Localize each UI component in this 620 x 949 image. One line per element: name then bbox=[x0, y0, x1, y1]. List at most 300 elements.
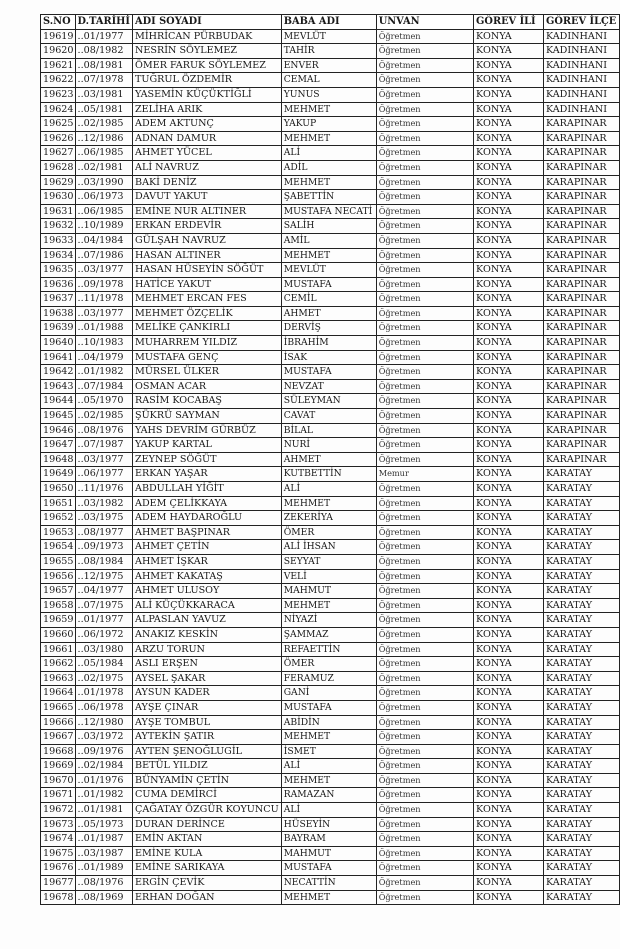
cell-province: KONYA bbox=[474, 190, 544, 205]
cell-sno: 19649 bbox=[41, 467, 76, 482]
cell-date: ..07/1984 bbox=[75, 379, 132, 394]
cell-date: ..07/1986 bbox=[75, 248, 132, 263]
cell-date: ..01/1982 bbox=[75, 365, 132, 380]
table-row bbox=[41, 686, 620, 701]
cell-title: Öğretmen bbox=[376, 394, 473, 409]
table-row bbox=[41, 584, 620, 599]
cell-name: MELİKE ÇANKIRLI bbox=[133, 321, 282, 336]
cell-district: KARAPINAR bbox=[543, 394, 619, 409]
cell-title: Öğretmen bbox=[376, 715, 473, 730]
cell-province: KONYA bbox=[474, 642, 544, 657]
cell-district: KARAPINAR bbox=[543, 379, 619, 394]
cell-title: Öğretmen bbox=[376, 803, 473, 818]
table-row bbox=[41, 44, 620, 59]
cell-name: CUMA DEMİRCİ bbox=[133, 788, 282, 803]
cell-province: KONYA bbox=[474, 788, 544, 803]
cell-province: KONYA bbox=[474, 803, 544, 818]
cell-sno: 19653 bbox=[41, 525, 76, 540]
cell-title: Öğretmen bbox=[376, 496, 473, 511]
cell-date: ..06/1973 bbox=[75, 190, 132, 205]
cell-title: Öğretmen bbox=[376, 409, 473, 424]
cell-father-name: FERAMUZ bbox=[281, 671, 376, 686]
cell-district: KARATAY bbox=[543, 511, 619, 526]
cell-title: Öğretmen bbox=[376, 321, 473, 336]
cell-district: KARAPINAR bbox=[543, 175, 619, 190]
cell-date: ..03/1981 bbox=[75, 87, 132, 102]
cell-sno: 19678 bbox=[41, 890, 76, 905]
table-row bbox=[41, 788, 620, 803]
cell-name: AHMET ÇETİN bbox=[133, 540, 282, 555]
cell-province: KONYA bbox=[474, 452, 544, 467]
cell-father-name: CAVAT bbox=[281, 409, 376, 424]
cell-father-name: ADİL bbox=[281, 160, 376, 175]
cell-father-name: GANİ bbox=[281, 686, 376, 701]
cell-province: KONYA bbox=[474, 613, 544, 628]
cell-district: KARATAY bbox=[543, 627, 619, 642]
cell-date: ..03/1977 bbox=[75, 306, 132, 321]
cell-title: Öğretmen bbox=[376, 102, 473, 117]
cell-title: Öğretmen bbox=[376, 671, 473, 686]
cell-district: KARATAY bbox=[543, 861, 619, 876]
cell-date: ..07/1987 bbox=[75, 438, 132, 453]
cell-title: Öğretmen bbox=[376, 700, 473, 715]
cell-name: AYTEKİN ŞATIR bbox=[133, 730, 282, 745]
cell-district: KARATAY bbox=[543, 700, 619, 715]
cell-district: KARAPINAR bbox=[543, 219, 619, 234]
cell-title: Öğretmen bbox=[376, 73, 473, 88]
cell-district: KARATAY bbox=[543, 803, 619, 818]
cell-father-name: SALİH bbox=[281, 219, 376, 234]
cell-title: Öğretmen bbox=[376, 131, 473, 146]
cell-province: KONYA bbox=[474, 584, 544, 599]
cell-date: ..07/1975 bbox=[75, 598, 132, 613]
cell-name: EMİN AKTAN bbox=[133, 832, 282, 847]
cell-district: KARAPINAR bbox=[543, 438, 619, 453]
cell-father-name: SEYYAT bbox=[281, 554, 376, 569]
table-row bbox=[41, 832, 620, 847]
cell-father-name: MEHMET bbox=[281, 496, 376, 511]
cell-date: ..06/1972 bbox=[75, 627, 132, 642]
table-row bbox=[41, 131, 620, 146]
cell-title: Öğretmen bbox=[376, 379, 473, 394]
cell-name: ADEM HAYDAROĞLU bbox=[133, 511, 282, 526]
cell-sno: 19646 bbox=[41, 423, 76, 438]
cell-district: KARATAY bbox=[543, 817, 619, 832]
table-row bbox=[41, 336, 620, 351]
table-row bbox=[41, 29, 620, 44]
cell-sno: 19658 bbox=[41, 598, 76, 613]
cell-name: ALPASLAN YAVUZ bbox=[133, 613, 282, 628]
table-row bbox=[41, 321, 620, 336]
cell-date: ..08/1982 bbox=[75, 44, 132, 59]
cell-sno: 19642 bbox=[41, 365, 76, 380]
table-row bbox=[41, 423, 620, 438]
table-row bbox=[41, 277, 620, 292]
cell-father-name: İBRAHİM bbox=[281, 336, 376, 351]
cell-province: KONYA bbox=[474, 730, 544, 745]
cell-father-name: SÜLEYMAN bbox=[281, 394, 376, 409]
table-row bbox=[41, 233, 620, 248]
cell-province: KONYA bbox=[474, 467, 544, 482]
cell-name: RASİM KOCABAŞ bbox=[133, 394, 282, 409]
cell-name: ŞÜKRÜ SAYMAN bbox=[133, 409, 282, 424]
cell-province: KONYA bbox=[474, 292, 544, 307]
cell-father-name: MEHMET bbox=[281, 773, 376, 788]
cell-sno: 19635 bbox=[41, 263, 76, 278]
cell-date: ..11/1978 bbox=[75, 292, 132, 307]
table-row bbox=[41, 861, 620, 876]
table-row bbox=[41, 700, 620, 715]
cell-date: ..06/1978 bbox=[75, 700, 132, 715]
cell-father-name: AHMET bbox=[281, 306, 376, 321]
cell-province: KONYA bbox=[474, 671, 544, 686]
cell-title: Öğretmen bbox=[376, 832, 473, 847]
cell-father-name: ÖMER bbox=[281, 657, 376, 672]
cell-sno: 19655 bbox=[41, 554, 76, 569]
cell-father-name: NEVZAT bbox=[281, 379, 376, 394]
cell-district: KARATAY bbox=[543, 598, 619, 613]
cell-name: YASEMİN KÜÇÜKTİĞLİ bbox=[133, 87, 282, 102]
header-sno: S.NO bbox=[41, 15, 76, 30]
cell-district: KARAPINAR bbox=[543, 350, 619, 365]
cell-name: ZEYNEP SÖĞÜT bbox=[133, 452, 282, 467]
cell-name: DAVUT YAKUT bbox=[133, 190, 282, 205]
cell-name: ERHAN DOĞAN bbox=[133, 890, 282, 905]
cell-date: ..12/1986 bbox=[75, 131, 132, 146]
cell-province: KONYA bbox=[474, 554, 544, 569]
cell-title: Öğretmen bbox=[376, 613, 473, 628]
cell-title: Öğretmen bbox=[376, 554, 473, 569]
cell-province: KONYA bbox=[474, 817, 544, 832]
cell-date: ..03/1990 bbox=[75, 175, 132, 190]
cell-date: ..08/1969 bbox=[75, 890, 132, 905]
cell-sno: 19645 bbox=[41, 409, 76, 424]
cell-father-name: MEHMET bbox=[281, 890, 376, 905]
cell-father-name: MEHMET bbox=[281, 598, 376, 613]
cell-date: ..12/1975 bbox=[75, 569, 132, 584]
cell-name: YAKUP KARTAL bbox=[133, 438, 282, 453]
cell-name: ÇAĞATAY ÖZGÜR KOYUNCU bbox=[133, 803, 282, 818]
cell-title: Öğretmen bbox=[376, 146, 473, 161]
cell-sno: 19648 bbox=[41, 452, 76, 467]
cell-district: KADINHANI bbox=[543, 102, 619, 117]
table-row bbox=[41, 438, 620, 453]
header-father-name: BABA ADI bbox=[281, 15, 376, 30]
cell-name: ERGİN ÇEVİK bbox=[133, 876, 282, 891]
cell-title: Öğretmen bbox=[376, 657, 473, 672]
cell-sno: 19633 bbox=[41, 233, 76, 248]
cell-father-name: MEVLÜT bbox=[281, 29, 376, 44]
table-row bbox=[41, 350, 620, 365]
table-row bbox=[41, 175, 620, 190]
cell-district: KARATAY bbox=[543, 569, 619, 584]
cell-sno: 19643 bbox=[41, 379, 76, 394]
cell-province: KONYA bbox=[474, 131, 544, 146]
cell-father-name: ENVER bbox=[281, 58, 376, 73]
cell-province: KONYA bbox=[474, 306, 544, 321]
cell-district: KARAPINAR bbox=[543, 321, 619, 336]
cell-father-name: BİLAL bbox=[281, 423, 376, 438]
cell-title: Öğretmen bbox=[376, 730, 473, 745]
table-row bbox=[41, 817, 620, 832]
table-body bbox=[41, 29, 620, 905]
cell-province: KONYA bbox=[474, 58, 544, 73]
cell-province: KONYA bbox=[474, 686, 544, 701]
personnel-table bbox=[40, 14, 620, 905]
cell-father-name: REFAETTİN bbox=[281, 642, 376, 657]
cell-date: ..01/1989 bbox=[75, 861, 132, 876]
cell-sno: 19668 bbox=[41, 744, 76, 759]
cell-date: ..01/1988 bbox=[75, 321, 132, 336]
cell-sno: 19625 bbox=[41, 117, 76, 132]
cell-district: KARAPINAR bbox=[543, 248, 619, 263]
cell-title: Öğretmen bbox=[376, 598, 473, 613]
cell-province: KONYA bbox=[474, 73, 544, 88]
cell-name: ALİ KÜÇÜKKARACA bbox=[133, 598, 282, 613]
cell-name: ERKAN YAŞAR bbox=[133, 467, 282, 482]
cell-date: ..04/1977 bbox=[75, 584, 132, 599]
cell-date: ..01/1977 bbox=[75, 29, 132, 44]
table-row bbox=[41, 846, 620, 861]
cell-name: ÖMER FARUK SÖYLEMEZ bbox=[133, 58, 282, 73]
cell-province: KONYA bbox=[474, 248, 544, 263]
cell-name: TUĞRUL ÖZDEMİR bbox=[133, 73, 282, 88]
cell-date: ..08/1976 bbox=[75, 876, 132, 891]
header-title: UNVAN bbox=[376, 15, 473, 30]
cell-district: KARATAY bbox=[543, 671, 619, 686]
cell-father-name: ŞABETTİN bbox=[281, 190, 376, 205]
cell-name: AYŞE TOMBUL bbox=[133, 715, 282, 730]
cell-name: NESRİN SÖYLEMEZ bbox=[133, 44, 282, 59]
cell-date: ..06/1977 bbox=[75, 467, 132, 482]
cell-name: AYTEN ŞENOĞLUGİL bbox=[133, 744, 282, 759]
cell-district: KARAPINAR bbox=[543, 277, 619, 292]
cell-date: ..03/1977 bbox=[75, 452, 132, 467]
cell-name: AHMET KAKATAŞ bbox=[133, 569, 282, 584]
cell-name: MEHMET ÖZÇELİK bbox=[133, 306, 282, 321]
table-row bbox=[41, 540, 620, 555]
cell-sno: 19629 bbox=[41, 175, 76, 190]
table-row bbox=[41, 554, 620, 569]
cell-province: KONYA bbox=[474, 321, 544, 336]
cell-father-name: ALİ bbox=[281, 803, 376, 818]
cell-sno: 19673 bbox=[41, 817, 76, 832]
table-row bbox=[41, 730, 620, 745]
cell-date: ..03/1987 bbox=[75, 846, 132, 861]
cell-district: KARAPINAR bbox=[543, 131, 619, 146]
cell-date: ..01/1976 bbox=[75, 773, 132, 788]
table-row bbox=[41, 190, 620, 205]
cell-province: KONYA bbox=[474, 117, 544, 132]
cell-name: HATİCE YAKUT bbox=[133, 277, 282, 292]
table-row bbox=[41, 744, 620, 759]
cell-title: Öğretmen bbox=[376, 686, 473, 701]
cell-date: ..05/1984 bbox=[75, 657, 132, 672]
cell-date: ..12/1980 bbox=[75, 715, 132, 730]
cell-district: KARAPINAR bbox=[543, 263, 619, 278]
cell-title: Öğretmen bbox=[376, 642, 473, 657]
cell-district: KARAPINAR bbox=[543, 117, 619, 132]
cell-name: BÜNYAMİN ÇETİN bbox=[133, 773, 282, 788]
cell-date: ..04/1979 bbox=[75, 350, 132, 365]
table-row bbox=[41, 58, 620, 73]
cell-sno: 19634 bbox=[41, 248, 76, 263]
cell-name: ARZU TORUN bbox=[133, 642, 282, 657]
table-row bbox=[41, 219, 620, 234]
table-row bbox=[41, 306, 620, 321]
table-row bbox=[41, 292, 620, 307]
cell-district: KARAPINAR bbox=[543, 423, 619, 438]
cell-province: KONYA bbox=[474, 233, 544, 248]
table-row bbox=[41, 467, 620, 482]
cell-district: KARAPINAR bbox=[543, 233, 619, 248]
cell-father-name: NURİ bbox=[281, 438, 376, 453]
cell-date: ..08/1981 bbox=[75, 58, 132, 73]
cell-father-name: HÜSEYİN bbox=[281, 817, 376, 832]
cell-title: Öğretmen bbox=[376, 540, 473, 555]
cell-title: Öğretmen bbox=[376, 175, 473, 190]
cell-district: KARATAY bbox=[543, 686, 619, 701]
cell-name: EMİNE SARIKAYA bbox=[133, 861, 282, 876]
cell-district: KARATAY bbox=[543, 467, 619, 482]
cell-father-name: MUSTAFA bbox=[281, 277, 376, 292]
header-district: GÖREV İLÇE bbox=[543, 15, 619, 30]
table-row bbox=[41, 248, 620, 263]
cell-date: ..04/1984 bbox=[75, 233, 132, 248]
cell-name: DURAN DERİNCE bbox=[133, 817, 282, 832]
cell-father-name: RAMAZAN bbox=[281, 788, 376, 803]
cell-sno: 19677 bbox=[41, 876, 76, 891]
cell-name: MUSTAFA GENÇ bbox=[133, 350, 282, 365]
cell-name: AYŞE ÇINAR bbox=[133, 700, 282, 715]
cell-father-name: CEMİL bbox=[281, 292, 376, 307]
cell-date: ..02/1975 bbox=[75, 671, 132, 686]
cell-province: KONYA bbox=[474, 700, 544, 715]
cell-date: ..08/1976 bbox=[75, 423, 132, 438]
table-row bbox=[41, 482, 620, 497]
cell-sno: 19652 bbox=[41, 511, 76, 526]
cell-sno: 19639 bbox=[41, 321, 76, 336]
cell-father-name: MUSTAFA bbox=[281, 365, 376, 380]
table-row bbox=[41, 759, 620, 774]
header-date: D.TARİHİ bbox=[75, 15, 132, 30]
table-row bbox=[41, 715, 620, 730]
cell-title: Öğretmen bbox=[376, 336, 473, 351]
cell-province: KONYA bbox=[474, 438, 544, 453]
cell-district: KARAPINAR bbox=[543, 160, 619, 175]
cell-father-name: ŞAMMAZ bbox=[281, 627, 376, 642]
cell-province: KONYA bbox=[474, 423, 544, 438]
table-row bbox=[41, 117, 620, 132]
cell-date: ..08/1984 bbox=[75, 554, 132, 569]
cell-title: Öğretmen bbox=[376, 87, 473, 102]
cell-sno: 19621 bbox=[41, 58, 76, 73]
cell-province: KONYA bbox=[474, 744, 544, 759]
cell-title: Öğretmen bbox=[376, 233, 473, 248]
cell-father-name: YAKUP bbox=[281, 117, 376, 132]
table-row bbox=[41, 890, 620, 905]
cell-father-name: MEHMET bbox=[281, 102, 376, 117]
cell-date: ..11/1976 bbox=[75, 482, 132, 497]
cell-province: KONYA bbox=[474, 87, 544, 102]
cell-district: KARATAY bbox=[543, 759, 619, 774]
cell-name: ERKAN ERDEVİR bbox=[133, 219, 282, 234]
table-row bbox=[41, 613, 620, 628]
cell-name: OSMAN ACAR bbox=[133, 379, 282, 394]
cell-father-name: ALİ bbox=[281, 759, 376, 774]
header-row bbox=[41, 15, 620, 30]
cell-province: KONYA bbox=[474, 204, 544, 219]
cell-name: EMİNE KULA bbox=[133, 846, 282, 861]
cell-district: KARAPINAR bbox=[543, 409, 619, 424]
cell-date: ..06/1985 bbox=[75, 204, 132, 219]
table-row bbox=[41, 365, 620, 380]
table-row bbox=[41, 569, 620, 584]
cell-father-name: MEHMET bbox=[281, 175, 376, 190]
cell-title: Öğretmen bbox=[376, 569, 473, 584]
cell-father-name: MUSTAFA NECATİ bbox=[281, 204, 376, 219]
cell-name: ABDULLAH YİĞİT bbox=[133, 482, 282, 497]
cell-name: MUHARREM YILDIZ bbox=[133, 336, 282, 351]
cell-father-name: ALİ İHSAN bbox=[281, 540, 376, 555]
cell-name: HASAN ALTINER bbox=[133, 248, 282, 263]
cell-district: KADINHANI bbox=[543, 44, 619, 59]
cell-district: KARATAY bbox=[543, 657, 619, 672]
cell-district: KARAPINAR bbox=[543, 204, 619, 219]
cell-title: Öğretmen bbox=[376, 846, 473, 861]
cell-sno: 19661 bbox=[41, 642, 76, 657]
table-row bbox=[41, 204, 620, 219]
table-row bbox=[41, 803, 620, 818]
cell-sno: 19670 bbox=[41, 773, 76, 788]
cell-sno: 19664 bbox=[41, 686, 76, 701]
cell-district: KADINHANI bbox=[543, 29, 619, 44]
cell-province: KONYA bbox=[474, 759, 544, 774]
table-row bbox=[41, 773, 620, 788]
cell-father-name: AHMET bbox=[281, 452, 376, 467]
cell-name: MEHMET ERCAN FES bbox=[133, 292, 282, 307]
cell-title: Öğretmen bbox=[376, 44, 473, 59]
cell-father-name: NECATTİN bbox=[281, 876, 376, 891]
cell-date: ..01/1978 bbox=[75, 686, 132, 701]
cell-district: KARAPINAR bbox=[543, 306, 619, 321]
cell-province: KONYA bbox=[474, 657, 544, 672]
table-row bbox=[41, 598, 620, 613]
cell-father-name: NİYAZİ bbox=[281, 613, 376, 628]
cell-province: KONYA bbox=[474, 832, 544, 847]
cell-district: KARATAY bbox=[543, 846, 619, 861]
cell-title: Öğretmen bbox=[376, 861, 473, 876]
table-row bbox=[41, 525, 620, 540]
table-row bbox=[41, 657, 620, 672]
cell-father-name: MAHMUT bbox=[281, 846, 376, 861]
cell-district: KARATAY bbox=[543, 613, 619, 628]
table-row bbox=[41, 394, 620, 409]
cell-title: Öğretmen bbox=[376, 58, 473, 73]
header-name: ADI SOYADI bbox=[133, 15, 282, 30]
cell-sno: 19659 bbox=[41, 613, 76, 628]
table-row bbox=[41, 671, 620, 686]
cell-date: ..02/1981 bbox=[75, 160, 132, 175]
cell-sno: 19644 bbox=[41, 394, 76, 409]
cell-name: MİHRİCAN PÜRBUDAK bbox=[133, 29, 282, 44]
table-row bbox=[41, 73, 620, 88]
cell-title: Öğretmen bbox=[376, 525, 473, 540]
cell-sno: 19640 bbox=[41, 336, 76, 351]
cell-father-name: DERVİŞ bbox=[281, 321, 376, 336]
cell-name: AHMET YÜCEL bbox=[133, 146, 282, 161]
cell-district: KARATAY bbox=[543, 730, 619, 745]
